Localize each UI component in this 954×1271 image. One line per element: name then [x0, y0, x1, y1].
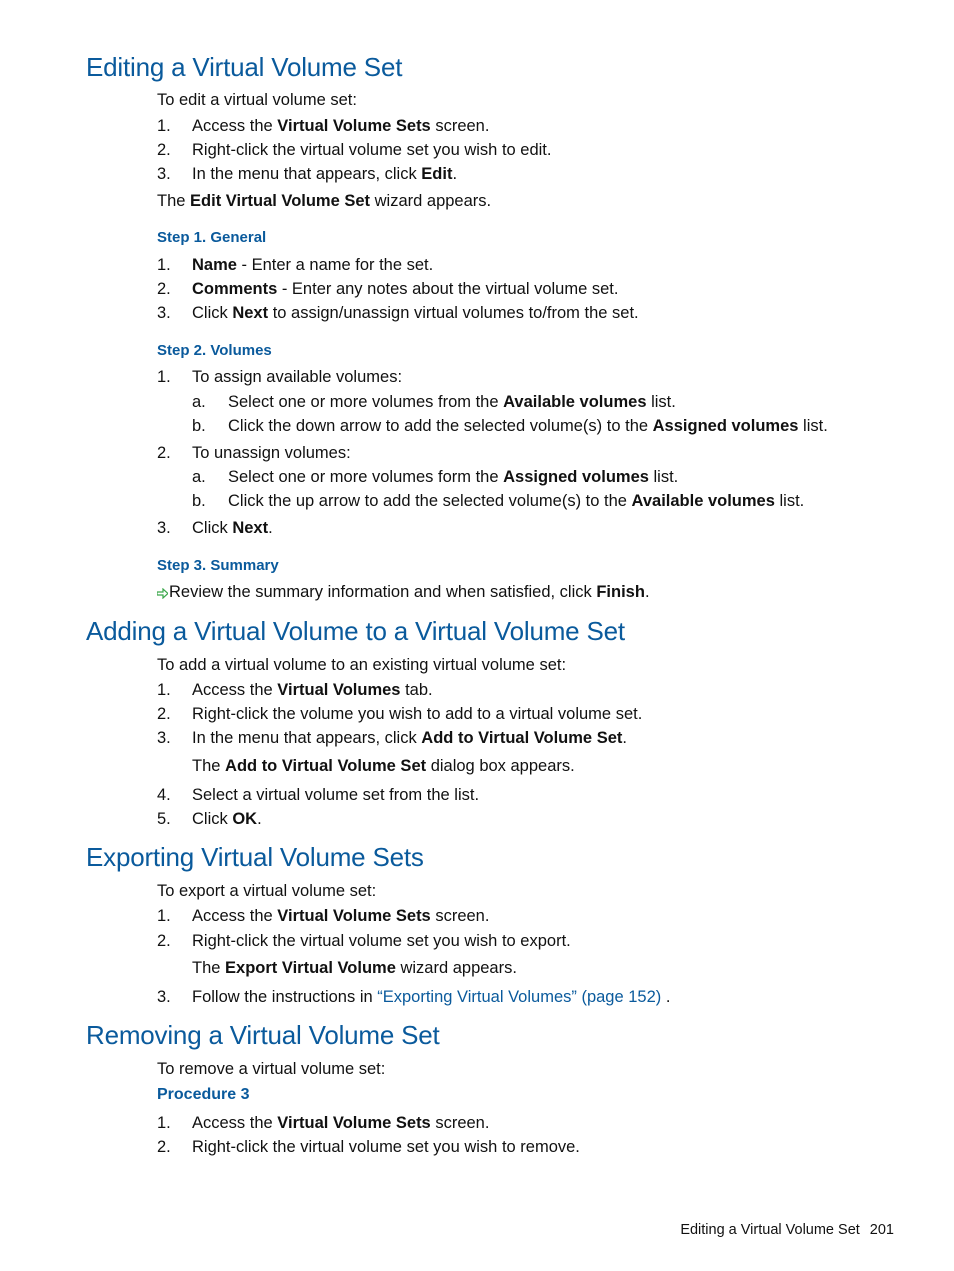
- step-heading-general: Step 1. General: [157, 229, 267, 246]
- page-footer: [680, 1222, 894, 1238]
- result-text: The Edit Virtual Volume Set wizard appears.: [157, 192, 492, 210]
- page-number: 201: [869, 1222, 894, 1238]
- footer-title: Editing a Virtual Volume Set: [680, 1222, 860, 1238]
- intro-text: To export a virtual volume set:: [157, 882, 377, 900]
- step-heading-summary: Step 3. Summary: [157, 557, 279, 574]
- intro-text: To edit a virtual volume set:: [157, 91, 357, 109]
- section-title-editing: Editing a Virtual Volume Set: [86, 52, 403, 82]
- section-title-removing: Removing a Virtual Volume Set: [86, 1020, 440, 1050]
- result-text: The Export Virtual Volume wizard appears.: [192, 959, 517, 977]
- exporting-volumes-link[interactable]: “Exporting Virtual Volumes” (page 152): [377, 988, 662, 1006]
- summary-line: Review the summary information and when satisfied, click Finish.: [157, 583, 650, 602]
- procedure-heading: Procedure 3: [157, 1086, 250, 1103]
- step-heading-volumes: Step 2. Volumes: [157, 342, 272, 359]
- arrow-right-icon: [157, 583, 169, 601]
- intro-text: To remove a virtual volume set:: [157, 1060, 386, 1078]
- intro-text: To add a virtual volume to an existing virtual volume set:: [157, 656, 567, 674]
- section-title-adding: Adding a Virtual Volume to a Virtual Volume Set: [86, 616, 625, 646]
- result-text: The Add to Virtual Volume Set dialog box appears.: [192, 757, 575, 775]
- section-title-exporting: Exporting Virtual Volume Sets: [86, 842, 424, 872]
